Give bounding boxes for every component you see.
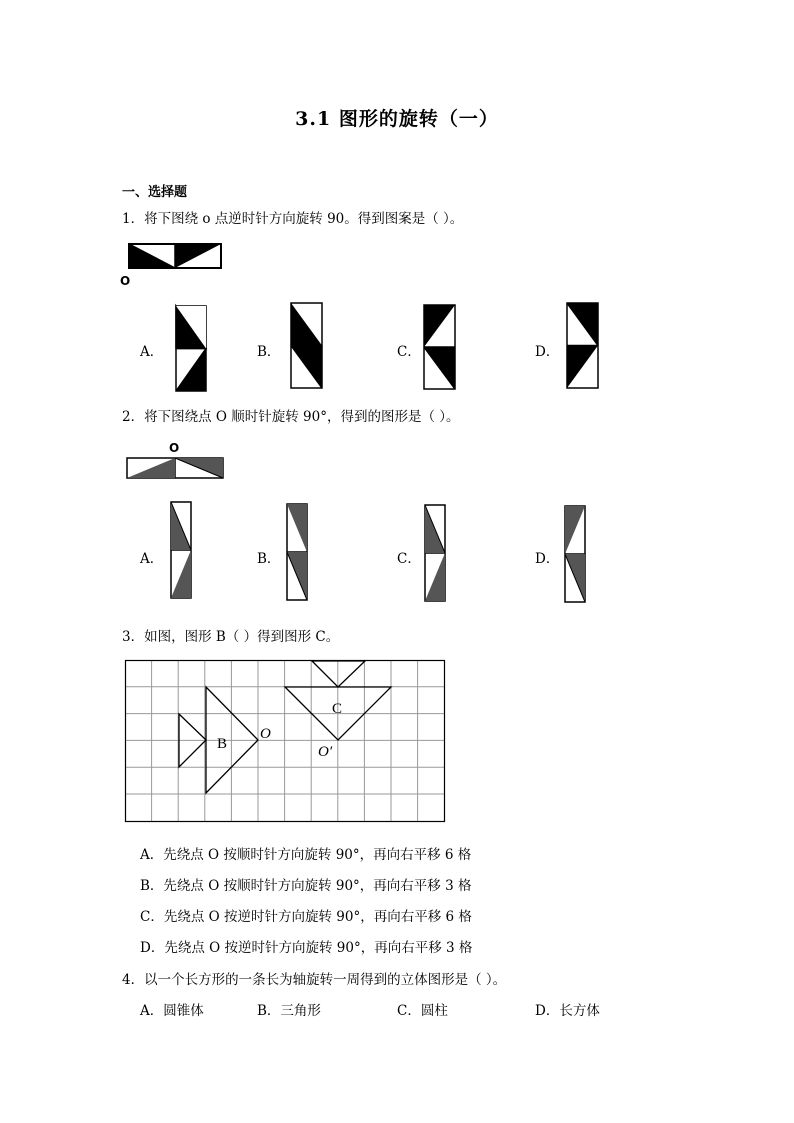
q3-choice-d: D．先绕点 O 按逆时针方向旋转 90°，再向右平移 3 格	[140, 940, 473, 956]
q2-point-label: O	[169, 441, 180, 455]
q1-option-a-label: A．	[140, 344, 164, 360]
question-2-stem: 2．将下图绕点 O 顺时针旋转 90°，得到的图形是（ ）。	[122, 409, 460, 425]
q1-option-a-figure	[175, 305, 207, 392]
q1-option-d-label: D．	[535, 344, 560, 360]
q1-option-c-label: C．	[397, 344, 421, 360]
q1-option-b-label: B．	[257, 344, 281, 360]
q2-option-d-label: D．	[535, 551, 560, 567]
q3-choice-a: A．先绕点 O 按顺时针方向旋转 90°，再向右平移 6 格	[140, 847, 472, 863]
q3-grid-figure	[125, 660, 446, 823]
q2-option-a-figure	[170, 501, 192, 599]
q4-option-b: B．三角形	[257, 1003, 321, 1019]
q1-option-c-figure	[423, 304, 456, 390]
section-heading: 一、选择题	[122, 185, 188, 200]
page-title: 3.1 图形的旋转（一）	[295, 108, 499, 130]
q1-point-label: O	[120, 274, 131, 288]
q3-choice-b: B．先绕点 O 按顺时针方向旋转 90°，再向右平移 3 格	[140, 878, 472, 894]
q2-option-b-label: B．	[257, 551, 281, 567]
q1-original-figure	[128, 243, 222, 269]
question-4-stem: 4．以一个长方形的一条长为轴旋转一周得到的立体图形是（ ）。	[122, 972, 507, 988]
q2-option-a-label: A．	[140, 551, 164, 567]
q1-option-d-figure	[566, 302, 599, 389]
q2-option-c-figure	[424, 504, 446, 602]
q2-original-figure	[126, 457, 224, 479]
q1-option-b-figure	[290, 302, 323, 389]
question-3-stem: 3．如图，图形 B（ ）得到图形 C。	[122, 629, 340, 645]
q2-option-d-figure	[564, 505, 586, 603]
q2-option-b-figure	[286, 503, 308, 601]
q2-option-c-label: C．	[397, 551, 421, 567]
q4-option-c: C．圆柱	[397, 1003, 448, 1019]
q3-label-b: B	[217, 736, 228, 752]
q4-option-d: D．长方体	[535, 1003, 600, 1019]
q3-label-o-prime: O′	[318, 744, 333, 760]
q3-choice-c: C．先绕点 O 按逆时针方向旋转 90°，再向右平移 6 格	[140, 909, 472, 925]
question-1-stem: 1．将下图绕 o 点逆时针方向旋转 90。得到图案是（ ）。	[122, 211, 464, 227]
q4-option-a: A．圆锥体	[140, 1003, 204, 1019]
q3-label-c: C	[332, 701, 343, 717]
q3-label-o: O	[260, 726, 271, 742]
